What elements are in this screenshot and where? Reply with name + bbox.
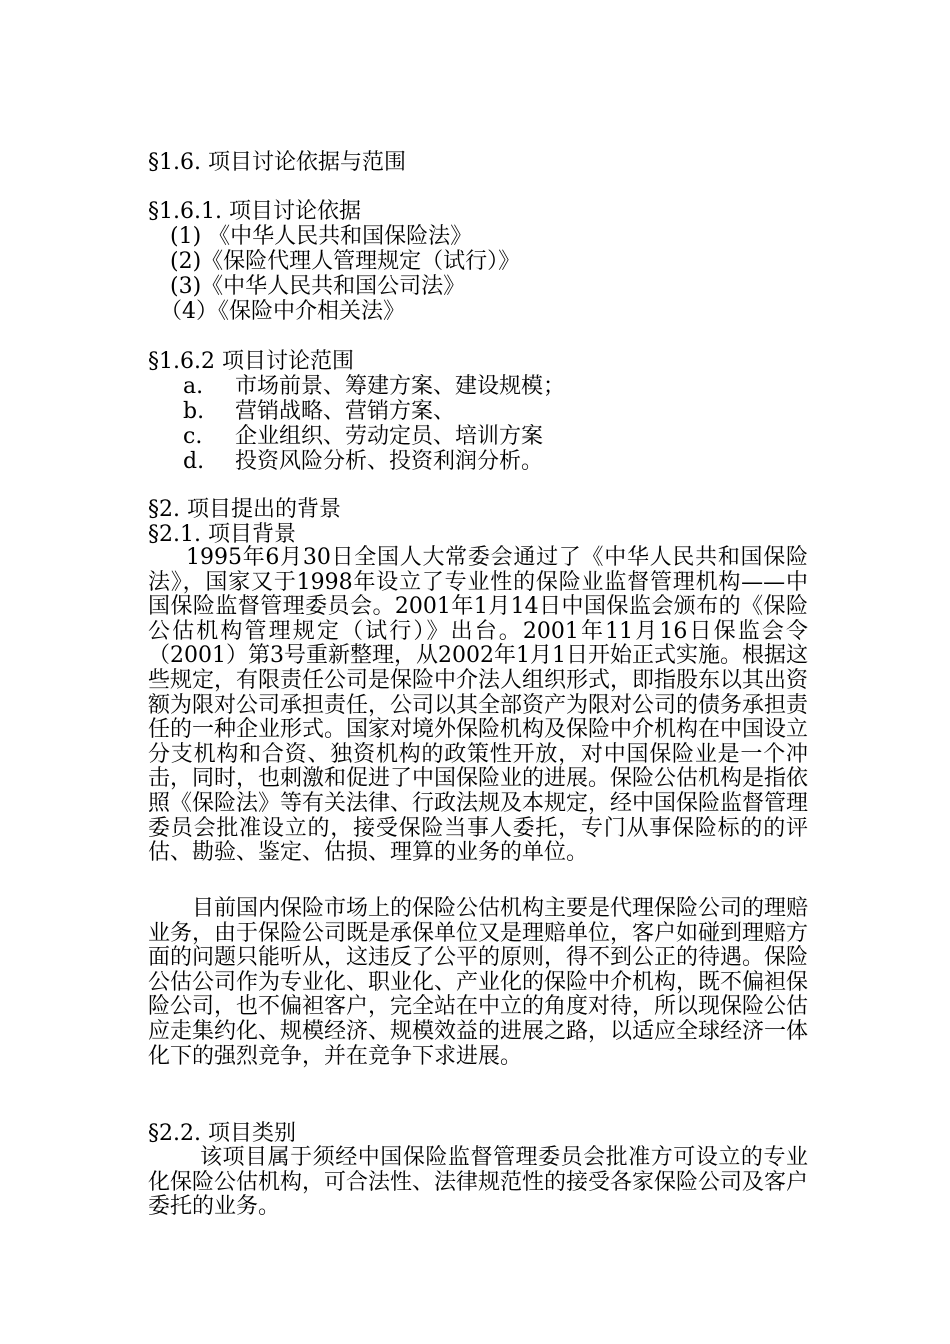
scope-item-a [183, 374, 565, 400]
scope-item-letter: c. [183, 424, 203, 449]
scope-item-b [183, 399, 455, 425]
scope-item-text: 营销战略、营销方案、 [235, 399, 456, 424]
scope-item-letter: a. [183, 374, 204, 399]
basis-item-2: (2)《保险代理人管理规定（试行）》 [170, 249, 521, 274]
background-paragraph-2: 目前国内保险市场上的保险公估机构主要是代理保险公司的理赔业务，由于保险公司既是承保单位又是理赔单位，客户如碰到理赔方面的问题只能听从，这违反了公平的原则，得不到公正的待遇。保险公估公司作为专业化、职业化、产业化的保险中介机构，既不偏袒保险公司，也不偏袒客户，完全站在中立的角度对待，所以现保险公估应走集约化、规模经济、规模效益的进展之路，以适应全球经济一体化下的强烈竞争，并在竞争下求进展。 [148, 896, 809, 1069]
scope-item-text: 市场前景、筹建方案、建设规模； [235, 374, 566, 399]
basis-item-4: （4）《保险中介相关法》 [160, 299, 405, 324]
scope-item-d [183, 449, 543, 475]
scope-item-text: 企业组织、劳动定员、培训方案 [235, 424, 544, 449]
section-1-6-1-heading: §1.6.1. 项目讨论依据 [148, 199, 361, 224]
section-2-1-heading: §2.1. 项目背景 [148, 522, 296, 547]
basis-item-1: (1) 《中华人民共和国保险法》 [170, 224, 473, 249]
section-1-6-heading: §1.6. 项目讨论依据与范围 [148, 150, 406, 175]
section-1-6-2-heading: §1.6.2 项目讨论范围 [148, 349, 354, 374]
scope-item-text: 投资风险分析、投资利润分析。 [235, 449, 544, 474]
scope-item-letter: b. [183, 399, 205, 424]
section-2-heading: §2. 项目提出的背景 [148, 497, 341, 522]
category-paragraph: 该项目属于须经中国保险监督管理委员会批准方可设立的专业化保险公估机构，可合法性、法律规范性的接受各家保险公司及客户委托的业务。 [148, 1145, 809, 1220]
section-2-2-heading: §2.2. 项目类别 [148, 1121, 296, 1146]
scope-item-letter: d. [183, 449, 205, 474]
scope-item-c [183, 424, 543, 450]
background-paragraph-1: 1995年6月30日全国人大常委会通过了《中华人民共和国保险法》，国家又于1998年设立了专业性的保险业监督管理机构——中国保险监督管理委员会。2001年1月14日中国保监会颁布的《保险公估机构管理规定（试行）》出台。2001年11月16日保监会令（2001）第3号重新整理，从2002年1月1日开始正式实施。根据这些规定，有限责任公司是保险中介法人组织形式，即指股东以其出资额为限对公司承担责任，公司以其全部资产为限对公司的债务承担责任的一种企业形式。国家对境外保险机构及保险中介机构在中国设立分支机构和合资、独资机构的政策性开放，对中国保险业是一个冲击，同时，也刺激和促进了中国保险业的进展。保险公估机构是指依照《保险法》等有关法律、行政法规及本规定，经中国保险监督管理委员会批准设立的，接受保险当事人委托，专门从事保险标的的评估、勘验、鉴定、估损、理算的业务的单位。 [148, 545, 809, 866]
basis-item-3: (3)《中华人民共和国公司法》 [170, 274, 466, 299]
